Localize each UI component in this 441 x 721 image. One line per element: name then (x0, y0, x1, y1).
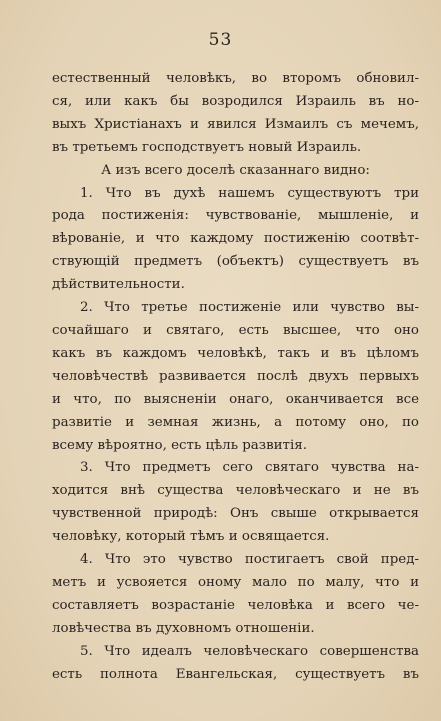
text-line: 3. Что предметъ сего святаго чувства на- (80, 460, 419, 476)
text-line: ходится внѣ существа человѣческаго и не въ (52, 483, 419, 499)
text-line: всему вѣроятно, есть цѣль развитія. (52, 437, 307, 453)
text-line: вѣрованіе, и что каждому постиженію соотвѣт- (52, 231, 419, 247)
text-line: развитіе и земная жизнь, а потому оно, по (52, 414, 419, 430)
text-line: сочайшаго и святаго, есть высшее, что оно (52, 322, 419, 338)
text-line: А изъ всего доселѣ сказаннаго видно: (101, 162, 370, 178)
text-line: человѣку, который тѣмъ и освящается. (52, 529, 330, 545)
text-line: и что, по выясненіи онаго, оканчивается все (52, 391, 419, 407)
page-number: 53 (208, 30, 233, 50)
text-line: 2. Что третье постиженіе или чувство вы- (80, 300, 419, 316)
text-line: естественный человѣкъ, во второмъ обновил- (52, 71, 419, 86)
text-line: дѣйствительности. (52, 277, 185, 293)
page-text (52, 68, 419, 686)
text-line: составляетъ возрастаніе человѣка и всего че- (52, 597, 419, 613)
text-line: выхъ Христіанахъ и явился Измаилъ съ мечемъ, (52, 116, 419, 132)
text-line: ся, или какъ бы возродился Израиль въ но- (52, 93, 419, 109)
text-line: 5. Что идеалъ человѣческаго совершенства (80, 643, 419, 659)
text-line: 4. Что это чувство постигаетъ свой пред- (80, 552, 419, 568)
text-line: рода постиженія: чувствованіе, мышленіе, и (52, 208, 419, 224)
text-line: чувственной природѣ: Онъ свыше открывается (52, 506, 419, 522)
text-line: человѣчествѣ развивается послѣ двухъ первыхъ (52, 368, 419, 384)
text-line: метъ и усвояется оному мало по малу, что и (52, 574, 419, 590)
text-line: ствующій предметъ (объектъ) существуетъ въ (52, 254, 419, 270)
text-line: 1. Что въ духѣ нашемъ существуютъ три (80, 185, 419, 201)
text-line: какъ въ каждомъ человѣкѣ, такъ и въ цѣломъ (52, 345, 419, 361)
text-line: въ третьемъ господствуетъ новый Израиль. (52, 139, 362, 155)
text-line: есть полнота Евангельская, существуетъ въ (52, 666, 419, 682)
text-line: ловѣчества въ духовномъ отношеніи. (52, 620, 315, 636)
